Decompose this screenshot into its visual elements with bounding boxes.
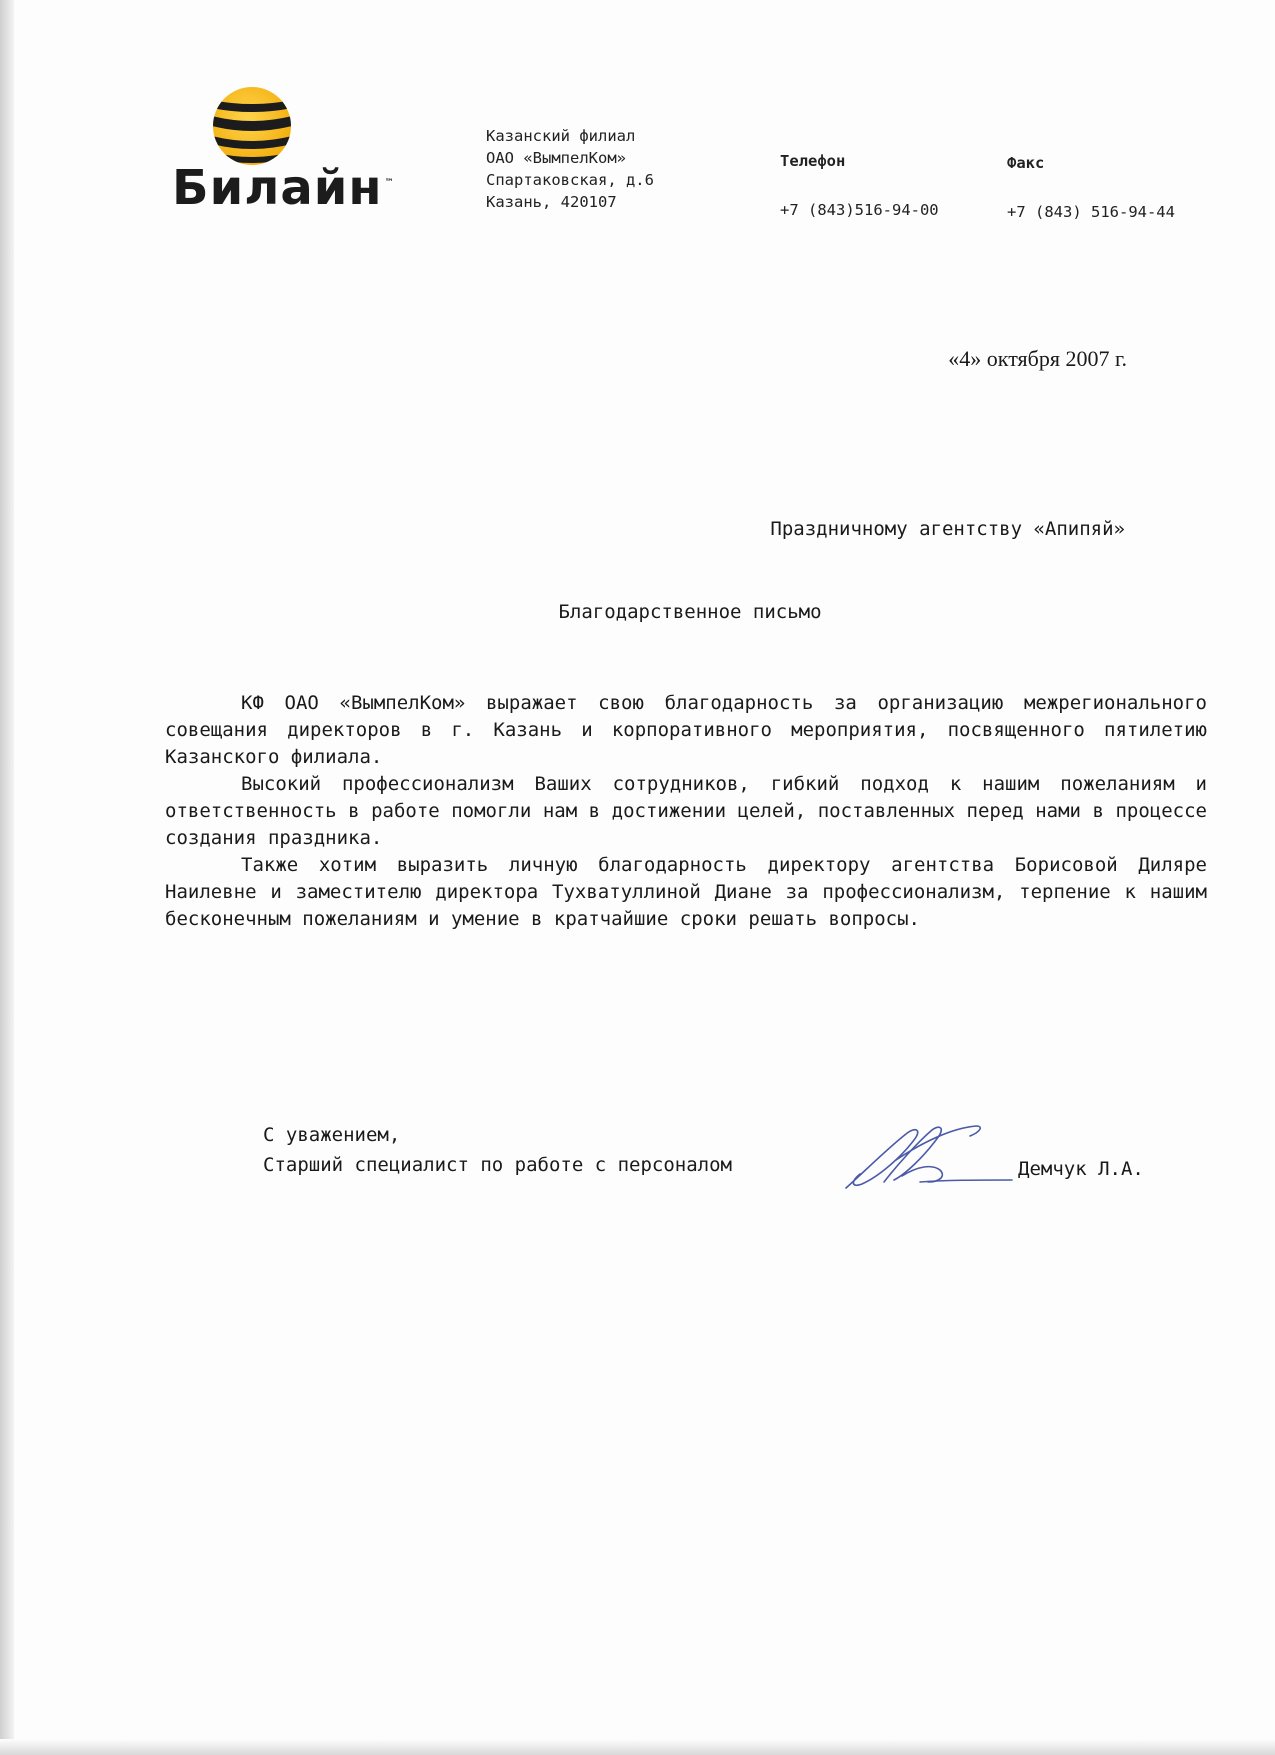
letter-date: «4» октября 2007 г. [948, 346, 1127, 371]
city-zip: Казань, 420107 [486, 193, 617, 211]
recipient: Праздничному агентству «Апипяй» [770, 518, 1125, 540]
body-paragraph: Высокий профессионализм Ваших сотрудников, гибкий подход к нашим пожеланиям и ответственность в работе помогли нам в достижении целей, поставленных перед нами в процессе создания праздника. [165, 773, 1207, 849]
closing-block [263, 1120, 732, 1180]
closing-salutation: С уважением, [263, 1124, 401, 1146]
branch-name: Казанский филиал [486, 127, 636, 145]
signer-name: Демчук Л.А. [1018, 1158, 1144, 1180]
scan-left-edge [0, 0, 14, 1755]
signer-position: Старший специалист по работе с персоналом [263, 1154, 732, 1176]
beeline-logo [160, 86, 395, 226]
phone-label: Телефон [780, 152, 846, 170]
fax-value: +7 (843) 516-94-44 [1007, 203, 1175, 221]
scan-bottom-edge [0, 1739, 1275, 1755]
fax-label: Факс [1007, 154, 1045, 172]
handwritten-signature [836, 1120, 1016, 1194]
phone-value: +7 (843)516-94-00 [780, 201, 939, 219]
beeline-wordmark: Билайн ™ [172, 160, 395, 216]
letter-body [165, 690, 1207, 933]
document-title: Благодарственное письмо [558, 601, 822, 623]
beeline-ball-icon [212, 86, 292, 166]
street-address: Спартаковская, д.6 [486, 171, 654, 189]
branch-address [486, 125, 654, 213]
company-name: ОАО «ВымпелКом» [486, 149, 626, 167]
body-paragraph: КФ ОАО «ВымпелКом» выражает свою благодарность за организацию межрегионального совещания директоров в г. Казань и корпоративного мероприятия, посвященного пятилетию Казанского филиала. [165, 692, 1207, 768]
body-paragraph: Также хотим выразить личную благодарность директору агентства Борисовой Диляре Наилевне и заместителю директора Тухватуллиной Диане за профессионализм, терпение к нашим бесконечным пожеланиям и умение в кратчайшие сроки решать вопросы. [165, 854, 1207, 930]
